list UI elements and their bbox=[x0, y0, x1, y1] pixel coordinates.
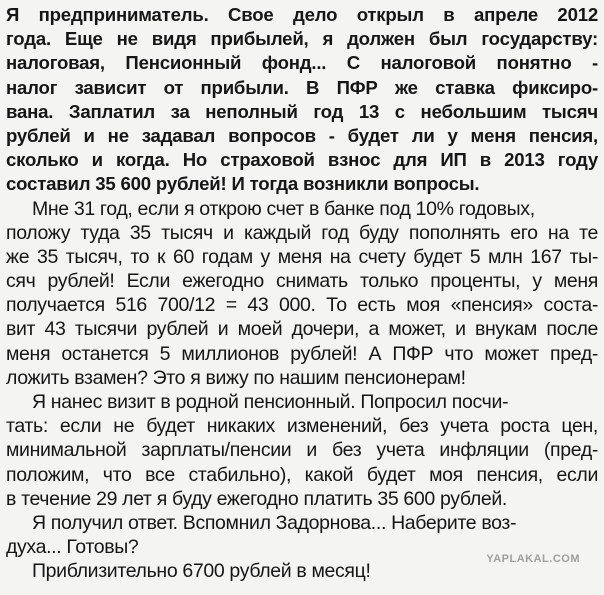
paragraph-line: положим, что все стабильно), какой будет моя пенсия, если bbox=[6, 463, 598, 486]
paragraph-line: положу туда 35 тысяч и каждый год буду пополнять его на те bbox=[6, 221, 598, 244]
paragraph-line: же 35 тысяч, то к 60 годам у меня на счету будет 5 млн 167 ты- bbox=[6, 245, 598, 268]
paragraph-line: духа... Готовы? bbox=[6, 536, 139, 559]
paragraph-line: Я получил ответ. Вспомнил Задорнова... Наберите воз- bbox=[32, 511, 517, 534]
paragraph-line: сяч рублей! Если ежегодно снимать только проценты, у меня bbox=[6, 270, 598, 293]
bold-intro-line: налог зависит от прибыли. В ПФР же ставка фиксиро- bbox=[6, 76, 598, 98]
paragraph-line: вит 43 тысячи рублей и моей дочери, а может, и внукам после bbox=[6, 318, 598, 341]
paragraph-line: меня останется 5 миллионов рублей! А ПФР что может пред- bbox=[6, 342, 598, 365]
bold-intro-line: вана. Заплатил за неполный год 13 с небольшим тысяч bbox=[6, 100, 598, 122]
paragraph-line: Мне 31 год, если я открою счет в банке под 10% годовых, bbox=[32, 197, 535, 220]
article-text bbox=[6, 3, 598, 584]
paragraph-line: тать: если не будет никаких изменений, без учета роста цен, bbox=[6, 415, 598, 438]
bold-intro-line: года. Еще не видя прибылей, я должен был государству: bbox=[6, 28, 598, 50]
paragraph-line: получается 516 700/12 = 43 000. То есть моя «пенсия» соста- bbox=[6, 294, 598, 317]
bold-intro-line: сколько и когда. Но страховой взнос для ИП в 2013 году bbox=[6, 149, 598, 171]
bold-intro-line: налоговая, Пенсионный фонд... С налоговой понятно - bbox=[6, 52, 598, 74]
paragraph-line: в течение 29 лет я буду ежегодно платить 35 600 рублей. bbox=[6, 487, 507, 510]
paragraph-line: ложить взамен? Это я вижу по нашим пенсионерам! bbox=[6, 366, 466, 389]
paragraph-line: Я нанес визит в родной пенсионный. Попросил посчи- bbox=[32, 391, 509, 413]
final-line: Приблизительно 6700 рублей в месяц! bbox=[32, 560, 371, 583]
bold-intro-line: Я предприниматель. Свое дело открыл в апреле 2012 bbox=[6, 4, 598, 25]
bold-intro-line: рублей и не задавал вопросов - будет ли у меня пенсия, bbox=[6, 124, 598, 146]
watermark-logo: YAPLAKAL.COM bbox=[486, 553, 580, 565]
bold-intro-line: составил 35 600 рублей! И тогда возникли вопросы. bbox=[6, 173, 480, 195]
paragraph-line: минимальной зарплаты/пенсии и без учета инфляции (пред- bbox=[6, 439, 598, 462]
